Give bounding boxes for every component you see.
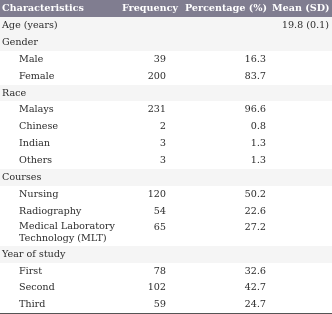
row-frequency: 120: [147, 188, 166, 200]
row-label: Third: [0, 296, 120, 313]
row-percentage: 42.7: [244, 282, 266, 294]
row-percentage: 16.3: [244, 53, 266, 65]
row-mean: [270, 263, 332, 280]
row-percentage: 1.3: [250, 155, 266, 167]
row-mean: [270, 85, 332, 102]
row-frequency: 231: [147, 104, 166, 116]
row-mean: [270, 203, 332, 220]
row-frequency: 102: [147, 282, 166, 294]
table-row: [0, 186, 332, 203]
table-row: [0, 68, 332, 85]
row-frequency: 200: [147, 70, 166, 82]
row-frequency: 39: [153, 53, 166, 65]
row-label: Courses: [2, 171, 42, 183]
table-row: [0, 279, 332, 296]
row-mean: [270, 68, 332, 85]
row-percentage: [178, 34, 270, 51]
row-frequency: 3: [159, 138, 166, 150]
row-label: First: [19, 265, 43, 277]
row-mean: [270, 169, 332, 186]
row-label: Others: [19, 155, 53, 167]
row-frequency: 59: [120, 296, 178, 313]
row-mean: [270, 135, 332, 152]
table-row: [0, 263, 332, 280]
table-row: [0, 85, 332, 102]
row-label: Nursing: [19, 188, 59, 200]
row-percentage: 1.3: [250, 138, 266, 150]
row-label: Age (years): [2, 19, 58, 31]
row-mean: [270, 296, 332, 313]
row-label: Female: [19, 70, 55, 82]
row-percentage: [178, 169, 270, 186]
row-mean: [270, 34, 332, 51]
table-row: [0, 135, 332, 152]
row-frequency: [120, 169, 178, 186]
row-mean: 19.8 (0.1): [281, 19, 329, 31]
row-label: Gender: [2, 36, 38, 48]
row-mean: [270, 118, 332, 135]
row-percentage: 32.6: [244, 265, 266, 277]
row-frequency: [120, 17, 178, 34]
table-row: [0, 118, 332, 135]
row-frequency: 54: [153, 205, 166, 217]
row-label: Chinese: [19, 121, 59, 133]
row-label: Medical Laboratory Technology (MLT): [19, 220, 115, 244]
row-frequency: 65: [153, 221, 166, 233]
table-row: [0, 296, 332, 313]
row-percentage: 50.2: [244, 188, 266, 200]
row-label: Second: [19, 282, 55, 294]
row-mean: [270, 220, 332, 246]
row-percentage: [178, 17, 270, 34]
table-row: [0, 220, 332, 246]
header-characteristics: Characteristics: [2, 3, 84, 14]
table-row: [0, 169, 332, 186]
row-label: Race: [2, 87, 27, 99]
row-label: Malays: [19, 104, 54, 116]
row-percentage: 22.6: [244, 205, 266, 217]
header-frequency: Frequency: [122, 3, 178, 14]
header-mean: Mean (SD): [272, 3, 330, 14]
row-frequency: 78: [153, 265, 166, 277]
table-row: [0, 101, 332, 118]
row-label: Indian: [19, 138, 51, 150]
row-frequency: 2: [159, 121, 166, 133]
row-percentage: 24.7: [178, 296, 270, 313]
row-frequency: [120, 85, 178, 102]
header-row: [0, 0, 332, 17]
row-percentage: 0.8: [250, 121, 266, 133]
row-mean: [270, 152, 332, 169]
table-body: [0, 17, 332, 313]
row-label: Male: [19, 53, 44, 65]
row-label: Radiography: [19, 205, 82, 217]
row-label: Year of study: [2, 248, 66, 260]
table-row: [0, 17, 332, 34]
row-mean: [270, 51, 332, 68]
table-row: [0, 51, 332, 68]
row-mean: [270, 246, 332, 263]
row-percentage: 96.6: [244, 104, 266, 116]
row-mean: [270, 101, 332, 118]
table-row: [0, 246, 332, 263]
table-header: [0, 0, 332, 17]
row-mean: [270, 279, 332, 296]
header-percentage: Percentage (%): [184, 3, 267, 14]
table-row: [0, 34, 332, 51]
table-row: [0, 152, 332, 169]
row-frequency: [120, 246, 178, 263]
row-mean: [270, 186, 332, 203]
table-row: [0, 203, 332, 220]
row-percentage: [178, 246, 270, 263]
row-frequency: 3: [159, 155, 166, 167]
row-percentage: 83.7: [244, 70, 266, 82]
row-percentage: 27.2: [244, 221, 266, 233]
row-frequency: [120, 34, 178, 51]
row-percentage: [178, 85, 270, 102]
